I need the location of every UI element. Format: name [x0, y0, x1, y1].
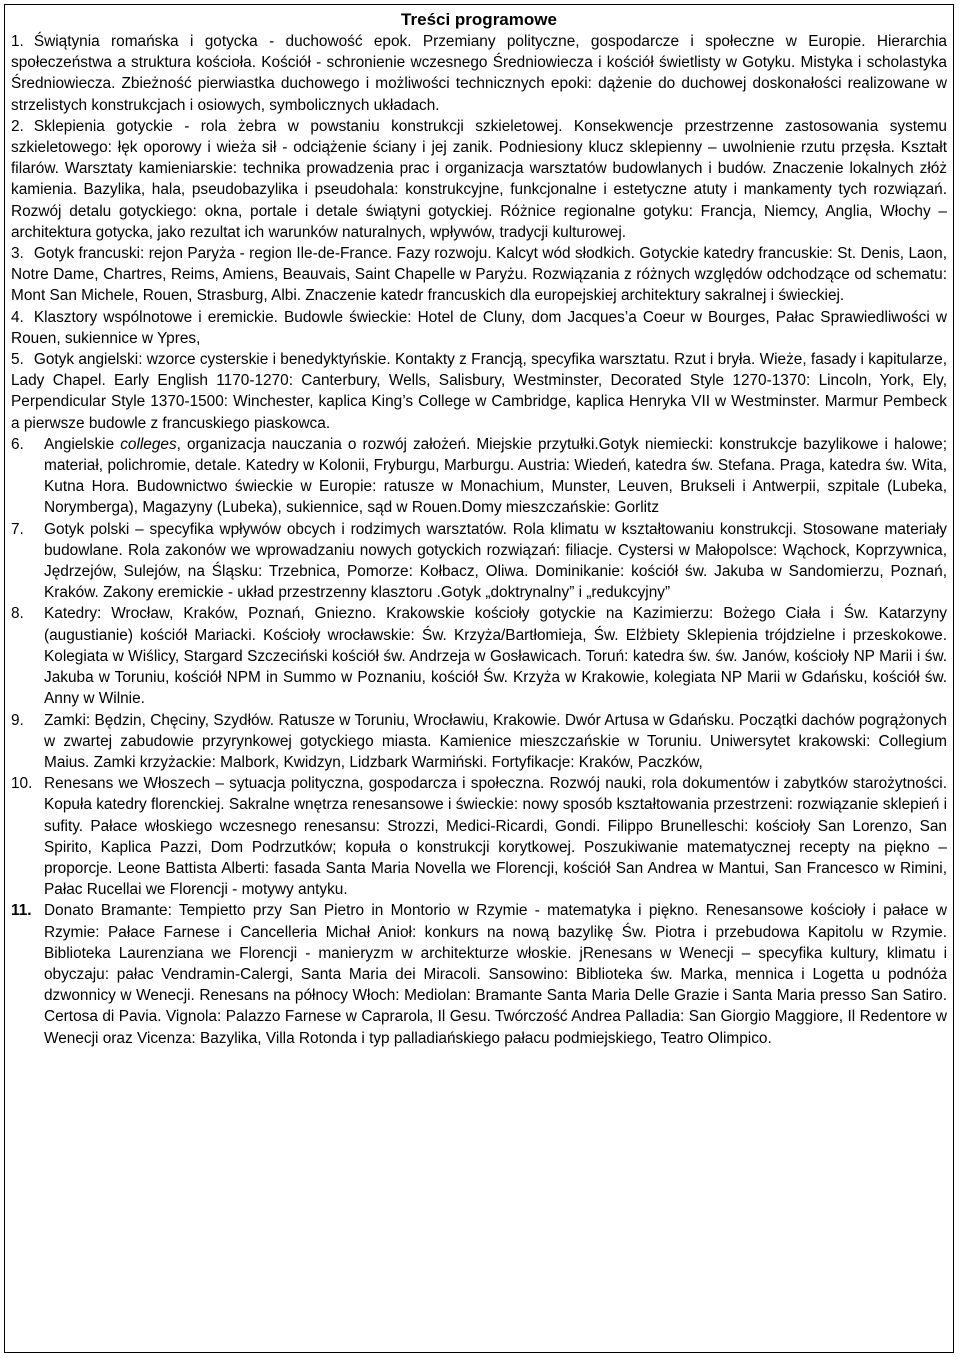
section-number: 7. [11, 520, 24, 538]
section-10 [11, 773, 947, 900]
section-6 [11, 434, 947, 519]
section-number: 4. [11, 308, 24, 326]
section-text: Gotyk francuski: rejon Paryża - region Ile-de-France. Fazy rozwoju. Kalcyt wód słodkich. Gotyckie katedry francuskie: St. Denis, Laon, Notre Dame, Chartres, Reims, Amiens, Beauvais, Saint Chapelle w Paryżu. Rozwiązania z różnych względów odchodzące od schematu: Mont San Michele, Rouen, Strasburg, Albi. Znaczenie katedr francuskich dla europejskiej architektury sakralnej i świeckiej. [11, 245, 947, 305]
section-number: 3. [11, 245, 24, 263]
section-11 [11, 900, 947, 1048]
section-4 [11, 307, 947, 349]
section-5 [11, 349, 947, 434]
section-7 [11, 519, 947, 604]
section-text: Gotyk polski – specyfika wpływów obcych i rodzimych warsztatów. Rola klimatu w kształtowaniu konstrukcji. Stosowane materiały budowlane. Rola zakonów we wprowadzaniu nowych gotyckich rozwiązań: filiacje. Cystersi w Małopolsce: Wąchock, Koprzywnica, Jędrzejów, Sulejów, na Śląsku: Trzebnica, Pomorze: Kołbacz, Oliwa. Dominikanie: kościół św. Jakuba w Sandomierzu, Poznań, Kraków. Zakony eremickie - układ przestrzenny klasztoru .Gotyk „doktrynalny” i „redukcyjny” [44, 520, 947, 602]
section-text-italic: colleges [120, 435, 177, 453]
section-number: 8. [11, 605, 24, 623]
section-text: Donato Bramante: Tempietto przy San Pietro in Montorio w Rzymie - matematyka i piękno. Renesansowe kościoły i pałace w Rzymie: Pałace Farnese i Cancelleria Michał Anioł: konkurs na nową bazylikę Św. Piotra i przebudowa Kapitolu w Rzymie. Biblioteka Laurenziana we Florencji - manieryzm w architekturze włoskie. jRenesans w Wenecji – specyfika kultury, klimatu i obyczaju: pałac Vendramin-Calergi, Santa Maria dei Miracoli. Sansowino: Biblioteka św. Marka, mennica i Logetta u podnóża dzwonnicy w Wenecji. Renesans na północy Włoch: Mediolan: Bramante Santa Maria Delle Grazie i Santa Maria presso San Satiro. Certosa di Pavia. Vignola: Palazzo Farnese w Caprarola, Il Gesu. Twórczość Andrea Palladia: San Giorgio Maggiore, Il Redentore w Wenecji oraz Vicenza: Bazylika, Villa Rotonda i typ palladiańskiego pałacu podmiejskiego, Teatro Olimpico. [44, 902, 947, 1047]
section-number: 2. [11, 117, 24, 135]
document-title: Treści programowe [401, 10, 557, 29]
section-number: 5. [11, 351, 24, 369]
section-text: Klasztory wspólnotowe i eremickie. Budowle świeckie: Hotel de Cluny, dom Jacques’a Coeur w Bourges, Pałac Sprawiedliwości w Rouen, sukiennice w Ypres, [11, 308, 947, 347]
section-text: Gotyk angielski: wzorce cysterskie i benedyktyńskie. Kontakty z Francją, specyfika warsztatu. Rzut i bryła. Wieże, fasady i kapitularze, Lady Chapel. Early English 1170-1270: Canterbury, Wells, Salisbury, Westminster, Decorated Style 1270-1370: Lincoln, York, Ely, Perpendicular Style 1370-1500: Winchester, kaplica King’s College w Cambridge, kaplica Henryka VII w Westminster. Marmur Pembeck a pierwsze budowle z francuskiego piaskowca. [11, 351, 947, 432]
section-text: Sklepienia gotyckie - rola żebra w powstaniu konstrukcji szkieletowej. Konsekwencje przestrzenne zastosowania systemu szkieletowego: łęk oporowy i wieża sił - odciążenie ściany i jej zanik. Podniesiony klucz sklepienny – uwolnienie rzutu przęsła. Kształt filarów. Warsztaty kamieniarskie: technika prowadzenia prac i organizacja warsztatów budowlanych i budów. Znaczenie lokalnych złóż kamienia. Bazylika, hala, pseudobazylika i pseudohala: konstrukcyjne, funkcjonalne i estetyczne atuty i mankamenty tych rozwiązań. Rozwój detalu gotyckiego: okna, portale i detale świątyni gotyckiej. Różnice regionalne gotyku: Francja, Niemcy, Anglia, Włochy – architektura gotycka, jako rezultat ich warunków naturalnych, wpływów, tradycji kulturowej. [11, 117, 947, 241]
section-3 [11, 243, 947, 307]
section-text: Katedry: Wrocław, Kraków, Poznań, Gniezno. Krakowskie kościoły gotyckie na Kazimierzu: Bożego Ciała i Św. Katarzyny (augustianie) kościół Mariacki. Kościoły wrocławskie: Św. Krzyża/Bartłomieja, Św. Elżbiety Sklepienia trójdzielne i przeskokowe. Kolegiata w Wiślicy, Stargard Szczeciński kościół św. Andrzeja w Gosławicach. Toruń: katedra św. św. Janów, kościoły NP Marii i św. Jakuba w Toruniu, kościół NPM in Summo w Poznaniu, kościół Św. Krzyża w Krakowie, kolegiata NP Marii w Gdańsku, kościół św. Anny w Wilnie. [44, 605, 947, 708]
section-1 [11, 31, 947, 116]
section-number: 10. [11, 775, 33, 793]
section-text-before: Angielskie [44, 435, 121, 453]
section-number: 1. [11, 33, 24, 50]
section-9 [11, 710, 947, 774]
section-text: Zamki: Będzin, Chęciny, Szydłów. Ratusze w Toruniu, Wrocławiu, Krakowie. Dwór Artusa w Gdańsku. Początki dachów pogrążonych w zwartej zabudowie przyrynkowej gotyckiego miasta. Kamienice mieszczańskie w Toruniu. Uniwersytet krakowski: Collegium Maius. Zamki krzyżackie: Malbork, Kwidzyn, Lidzbark Warmiński. Fortyfikacje: Kraków, Paczków, [44, 711, 947, 771]
section-2 [11, 116, 947, 243]
section-text-after: , organizacja nauczania o rozwój założeń. Miejskie przytułki.Gotyk niemiecki: konstrukcje bazylikowe i halowe; materiał, polichromie, detale. Katedry w Kolonii, Fryburgu, Marburgu. Austria: Wiedeń, katedra św. Stefana. Praga, katedra św. Wita, Kutna Hora. Budownictwo świeckie w Europie: ratusze w Monachium, Munster, Leuven, Brukseli i Antwerpii, szpitale (Lubeka, Norymberga), Magazyny (Lubeka), sukiennice, sąd w Rouen.Domy mieszczańskie: Gorlitz [44, 435, 947, 517]
section-number: 11. [11, 902, 32, 920]
section-number: 9. [11, 711, 24, 729]
section-text: Świątynia romańska i gotycka - duchowość epok. Przemiany polityczne, gospodarcze i społeczne w Europie. Hierarchia społeczeństwa a struktura kościoła. Kościół - schronienie wczesnego Średniowiecza i kościół świetlisty w Gotyku. Mistyka i scholastyka Średniowiecza. Zbieżność pierwiastka duchowego i możliwości technicznych epoki: dążenie do duchowej doskonałości realizowane w strzelistych konstrukcjach i osiowych, symbolicznych układach. [11, 33, 947, 114]
document-page [4, 4, 954, 1353]
section-text: Renesans we Włoszech – sytuacja polityczna, gospodarcza i społeczna. Rozwój nauki, rola dokumentów i zabytków starożytności. Kopuła katedry florenckiej. Sakralne wnętrza renesansowe i świeckie: nowy sposób kształtowania przestrzeni: rozwiązanie sklepień i sufity. Pałace włoskiego wczesnego renesansu: Strozzi, Medici-Ricardi, Gondi. Filippo Brunelleschi: kościoły San Lorenzo, San Spirito, Kaplica Pazzi, Dom Podrzutków; kopuła o konstrukcji korytkowej. Poszukiwanie matematycznej recepty na piękno – proporcje. Leone Battista Alberti: fasada Santa Maria Novella we Florencji, kościół San Andrea w Mantui, San Francesco w Rimini, Pałac Rucellai we Florencji - motywy antyku. [44, 775, 947, 899]
section-number: 6. [11, 435, 24, 453]
section-8 [11, 603, 947, 709]
